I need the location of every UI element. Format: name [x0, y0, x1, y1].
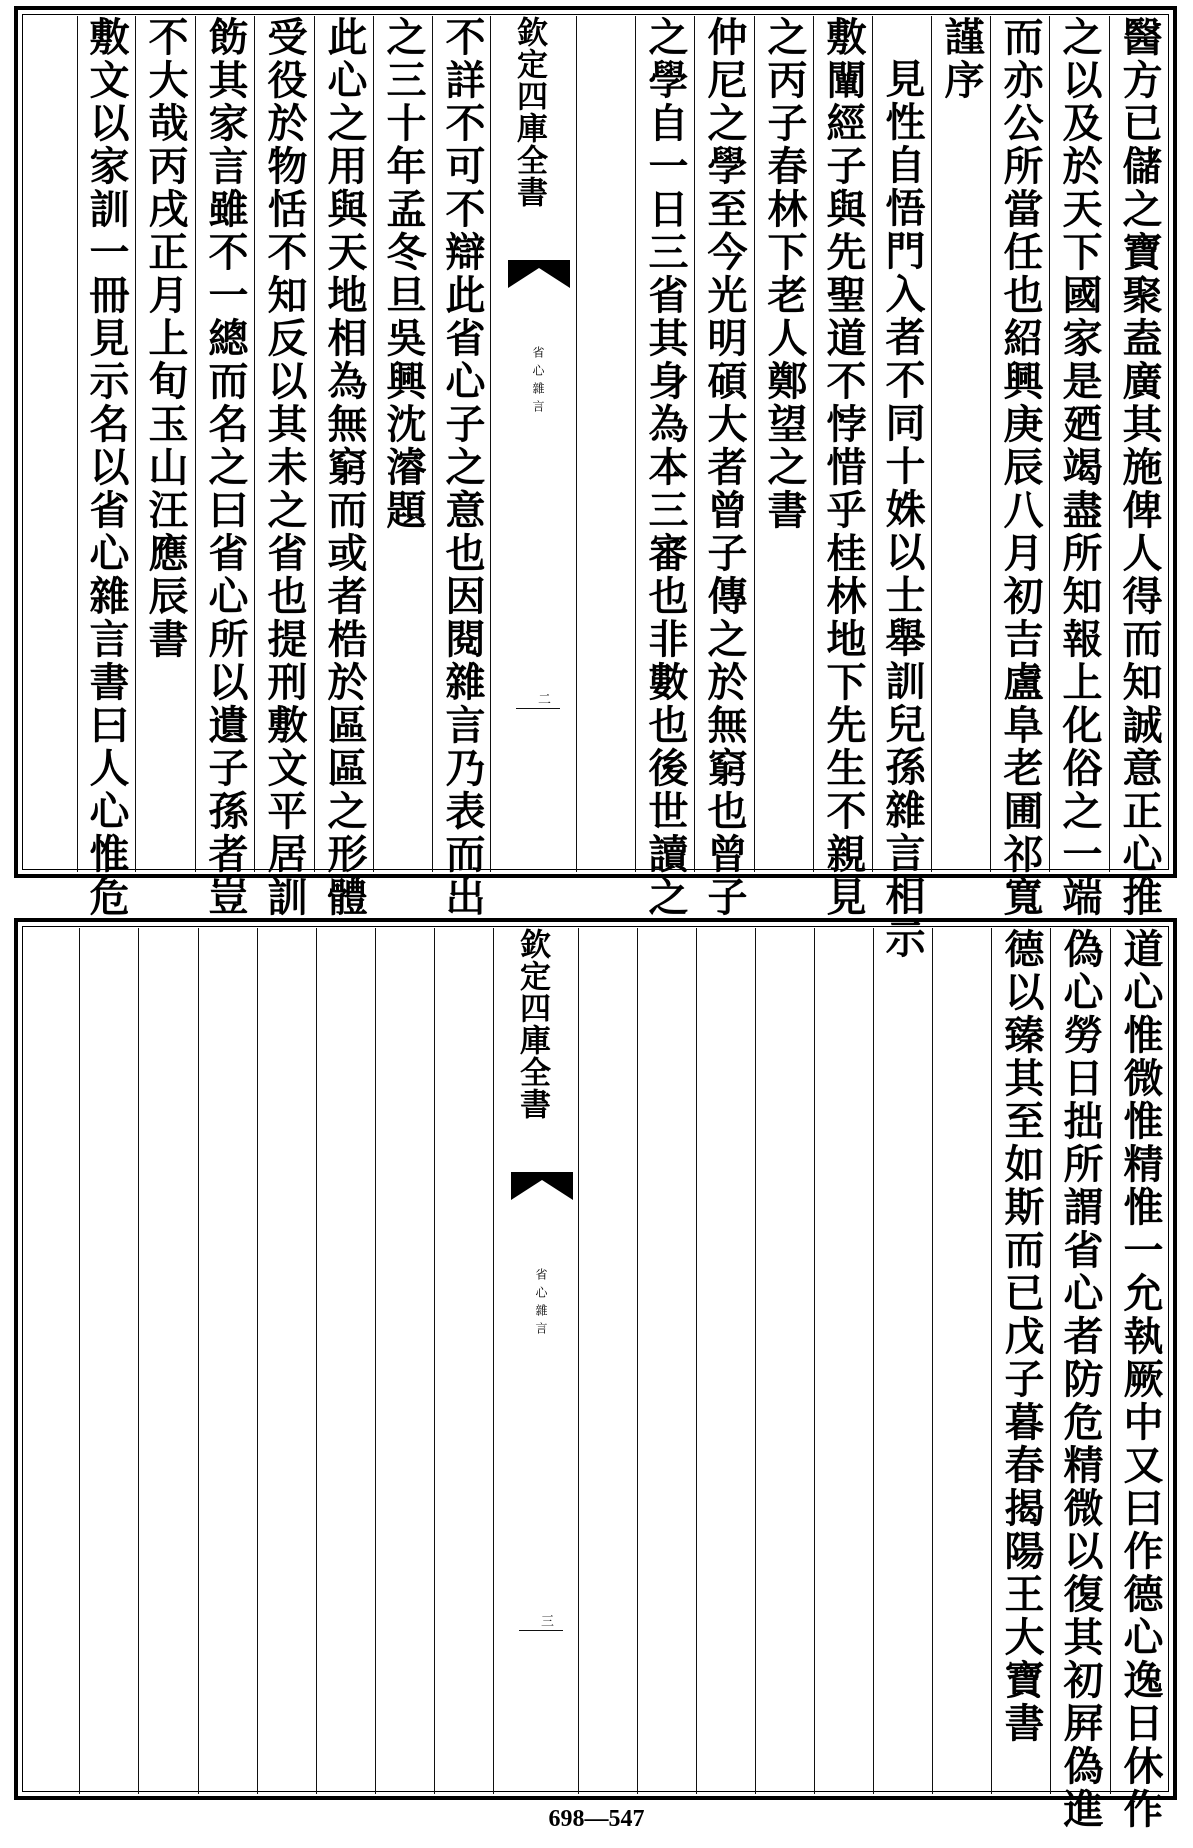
column-rule: [375, 928, 376, 1794]
column-rule: [198, 928, 199, 1794]
column-rule: [1049, 16, 1050, 872]
column-rule: [79, 928, 80, 1794]
column-rule: [434, 928, 435, 1794]
text-column: 不大哉丙戌正月上旬玉山汪應辰書: [142, 16, 189, 661]
column-rule: [696, 928, 697, 1794]
text-column: 見性自悟門入者不同十姝以士舉訓兒孫雜言相示: [879, 58, 926, 961]
center-page-number: 二: [535, 692, 550, 705]
text-column: 不詳不可不辯此省心子之意也因閱雜言乃表而出: [439, 16, 486, 919]
column-rule: [813, 16, 814, 872]
center-fold: [511, 928, 573, 1794]
center-rule: [516, 708, 560, 709]
text-column: 此心之用與天地相為無窮而或者梏於區區之形體: [321, 16, 368, 919]
column-rule: [990, 16, 991, 872]
center-subtitle: 省心雜言: [534, 1268, 548, 1340]
column-rule: [373, 16, 374, 872]
column-rule: [814, 928, 815, 1794]
text-column: 醫方已儲之寶聚盍廣其施俾人得而知誠意正心推: [1116, 16, 1163, 919]
text-column: 謹序: [938, 16, 985, 102]
book-title: 欽定四庫全書: [514, 928, 550, 1120]
text-column: 仲尼之學至今光明碩大者曾子傳之於無窮也曾子: [701, 16, 748, 919]
column-rule: [1109, 16, 1110, 872]
text-column: 受役於物恬不知反以其未之省也提刑敷文平居訓: [261, 16, 308, 919]
text-column: 之丙子春林下老人鄭望之書: [761, 16, 808, 532]
column-rule: [755, 928, 756, 1794]
column-rule: [314, 16, 315, 872]
text-column: 德以臻其至如斯而已戊子暮春揭陽王大寶書: [998, 928, 1045, 1745]
column-rule: [432, 16, 433, 872]
column-rule: [931, 16, 932, 872]
column-rule: [932, 928, 933, 1794]
page-number: 698—547: [548, 1806, 645, 1832]
fish-tail-icon: [511, 1172, 573, 1210]
text-column: 之以及於天下國家是廼竭盡所知報上化俗之一端: [1056, 16, 1103, 919]
column-rule: [576, 16, 577, 872]
column-rule: [635, 16, 636, 872]
column-rule: [135, 16, 136, 872]
column-rule: [1110, 928, 1111, 1794]
fish-tail-icon: [508, 260, 570, 298]
column-rule: [578, 928, 579, 1794]
column-rule: [637, 928, 638, 1794]
text-column: 敷文以家訓一冊見示名以省心雜言書曰人心惟危: [83, 16, 130, 919]
column-rule: [257, 928, 258, 1794]
column-rule: [493, 928, 494, 1794]
column-rule: [754, 16, 755, 872]
top-page-frame: [14, 6, 1177, 961]
center-subtitle: 省心雜言: [531, 346, 545, 418]
column-rule: [77, 16, 78, 872]
center-fold: [508, 16, 570, 872]
column-rule: [1050, 928, 1051, 1794]
column-rule: [872, 16, 873, 872]
book-title: 欽定四庫全書: [511, 16, 547, 208]
text-column: 道心惟微惟精惟一允執厥中又曰作德心逸日休作: [1117, 928, 1164, 1831]
center-rule: [519, 1630, 563, 1631]
column-rule: [138, 928, 139, 1794]
text-column: 偽心勞日拙所謂省心者防危精微以復其初屛偽進: [1057, 928, 1104, 1831]
column-rule: [316, 928, 317, 1794]
text-column: 之學自一日三省其身為本三審也非數也後世讀之: [642, 16, 689, 919]
column-rule: [254, 16, 255, 872]
text-column: 而亦公所當任也紹興庚辰八月初吉盧阜老圃祁寬: [997, 16, 1044, 919]
text-column: 飭其家言雖不一總而名之曰省心所以遺子孫者豈: [202, 16, 249, 919]
column-rule: [873, 928, 874, 1794]
column-rule: [195, 16, 196, 872]
text-column: 敷闡經子與先聖道不悖惜乎桂林地下先生不親見: [820, 16, 867, 919]
column-rule: [694, 16, 695, 872]
column-rule: [490, 16, 491, 872]
text-column: 之三十年孟冬旦吳興沈濬題: [380, 16, 427, 532]
center-page-number: 三: [538, 1614, 553, 1627]
column-rule: [991, 928, 992, 1794]
